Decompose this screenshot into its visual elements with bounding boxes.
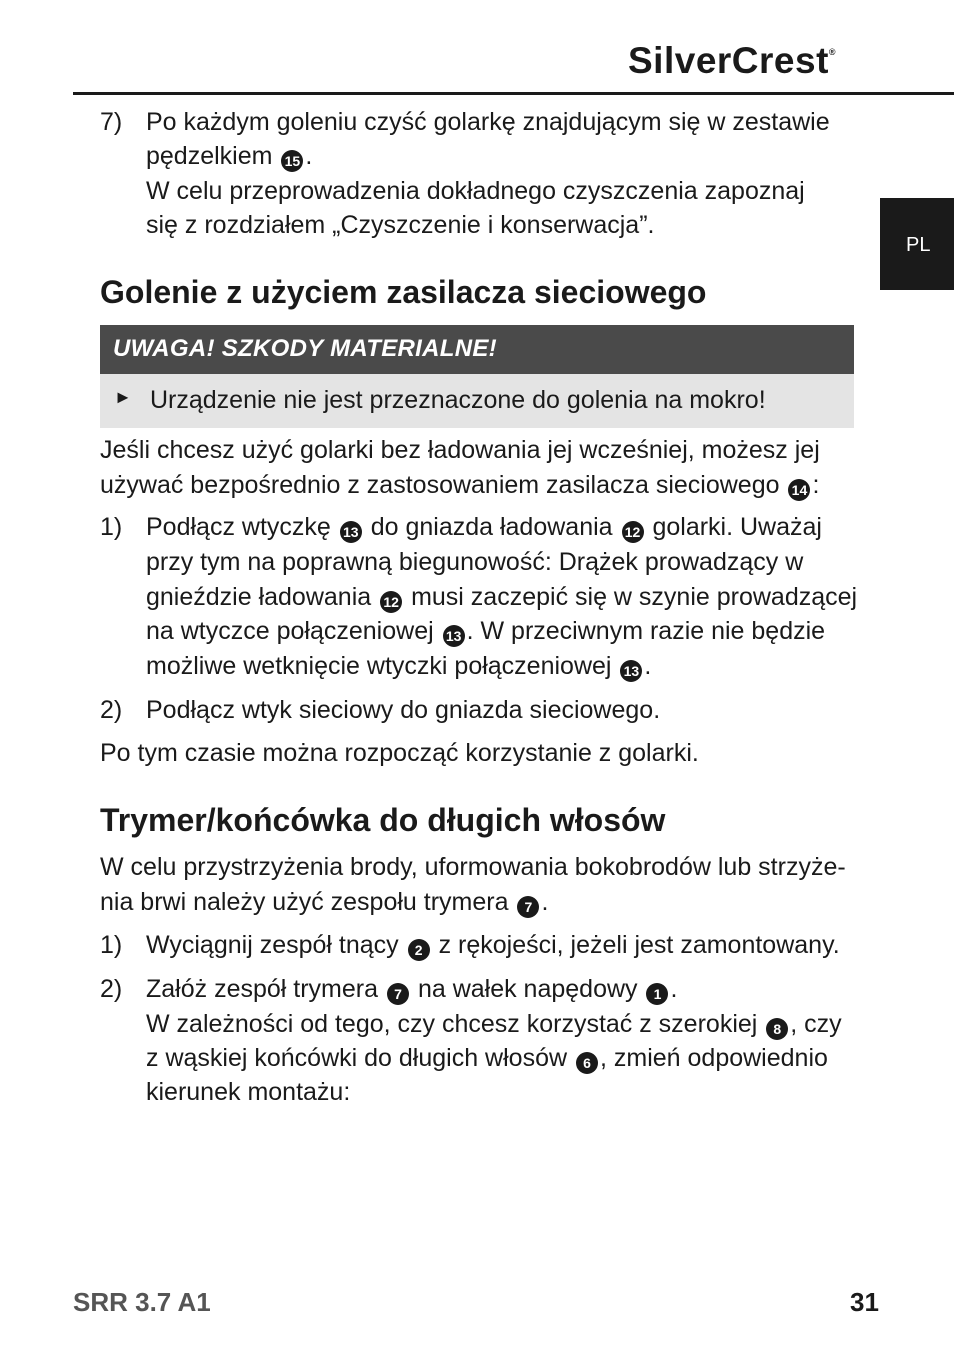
section-heading: Trymer/końcówka do długich włosów: [100, 802, 666, 838]
page-number: 31: [850, 1287, 879, 1317]
step-text: Wyciągnij zespół tnący 2 z rękojeści, jeżeli jest zamontowany.: [146, 931, 840, 959]
step-text: możliwe wetknięcie wtyczki połączeniowej 13 .: [146, 652, 652, 680]
step-text: Załóż zespół trymera 7 na wałek napędowy 1 .: [146, 975, 678, 1003]
step-text: na wtyczce połączeniowej 13 . W przeciwnym razie nie będzie: [146, 617, 826, 645]
step-text: Podłącz wtyczkę 13 do gniazda ładowania 12 golarki. Uważaj: [146, 513, 822, 541]
ref-badge: 13: [340, 521, 362, 543]
step-text: W celu przeprowadzenia dokładnego czyszczenia zapoznaj: [146, 177, 805, 205]
step-text: się z rozdziałem „Czyszczenie i konserwacja”.: [146, 211, 655, 239]
step-number: 7): [100, 108, 123, 136]
ref-badge: 12: [380, 591, 402, 613]
language-tab: PL: [880, 198, 954, 290]
step-text: gnieździe ładowania 12 musi zaczepić się w szynie prowadzącej: [146, 583, 858, 611]
step-text: pędzelkiem 15 .: [146, 142, 313, 170]
step-text: Podłącz wtyk sieciowy do gniazda sieciowego.: [146, 696, 661, 724]
ref-badge: 14: [788, 479, 810, 501]
step-number: 2): [100, 975, 123, 1003]
step-text: W zależności od tego, czy chcesz korzystać z szerokiej 8 , czy: [146, 1010, 842, 1038]
ref-badge: 6: [576, 1052, 598, 1074]
warning-text: Urządzenie nie jest przeznaczone do golenia na mokro!: [150, 386, 766, 414]
step-text: Po każdym goleniu czyść golarkę znajdującym się w zestawie: [146, 108, 830, 136]
ref-badge: 1: [646, 983, 668, 1005]
paragraph-line: Po tym czasie można rozpocząć korzystanie z golarki.: [100, 739, 699, 767]
ref-badge: 7: [517, 896, 539, 918]
paragraph-line: Jeśli chcesz użyć golarki bez ładowania jej wcześniej, możesz jej: [100, 436, 820, 464]
step-number: 1): [100, 931, 123, 959]
ref-badge: 13: [620, 660, 642, 682]
ref-badge: 8: [766, 1018, 788, 1040]
brand-logo: SilverCrest®: [628, 40, 837, 81]
arrow-icon: ►: [114, 387, 132, 407]
ref-badge: 13: [443, 625, 465, 647]
step-text: z wąskiej końcówki do długich włosów 6 , zmień odpowiednio: [146, 1044, 828, 1072]
paragraph-line: W celu przystrzyżenia brody, uformowania bokobrodów lub strzyże-: [100, 853, 846, 881]
ref-badge: 7: [387, 983, 409, 1005]
step-text: przy tym na poprawną biegunowość: Drążek prowadzący w: [146, 548, 804, 576]
ref-badge: 12: [622, 521, 644, 543]
warning-header: UWAGA! SZKODY MATERIALNE!: [100, 325, 854, 374]
paragraph-line: nia brwi należy użyć zespołu trymera 7 .: [100, 888, 549, 916]
step-number: 1): [100, 513, 123, 541]
ref-badge: 15: [281, 150, 303, 172]
header-rule: [73, 92, 954, 95]
step-number: 2): [100, 696, 123, 724]
warning-body: [100, 374, 854, 428]
section-heading: Golenie z użyciem zasilacza sieciowego: [100, 274, 707, 310]
footer-model: SRR 3.7 A1: [73, 1287, 211, 1317]
paragraph-line: używać bezpośrednio z zastosowaniem zasilacza sieciowego 14 :: [100, 471, 820, 499]
step-text: kierunek montażu:: [146, 1078, 351, 1106]
ref-badge: 2: [408, 939, 430, 961]
